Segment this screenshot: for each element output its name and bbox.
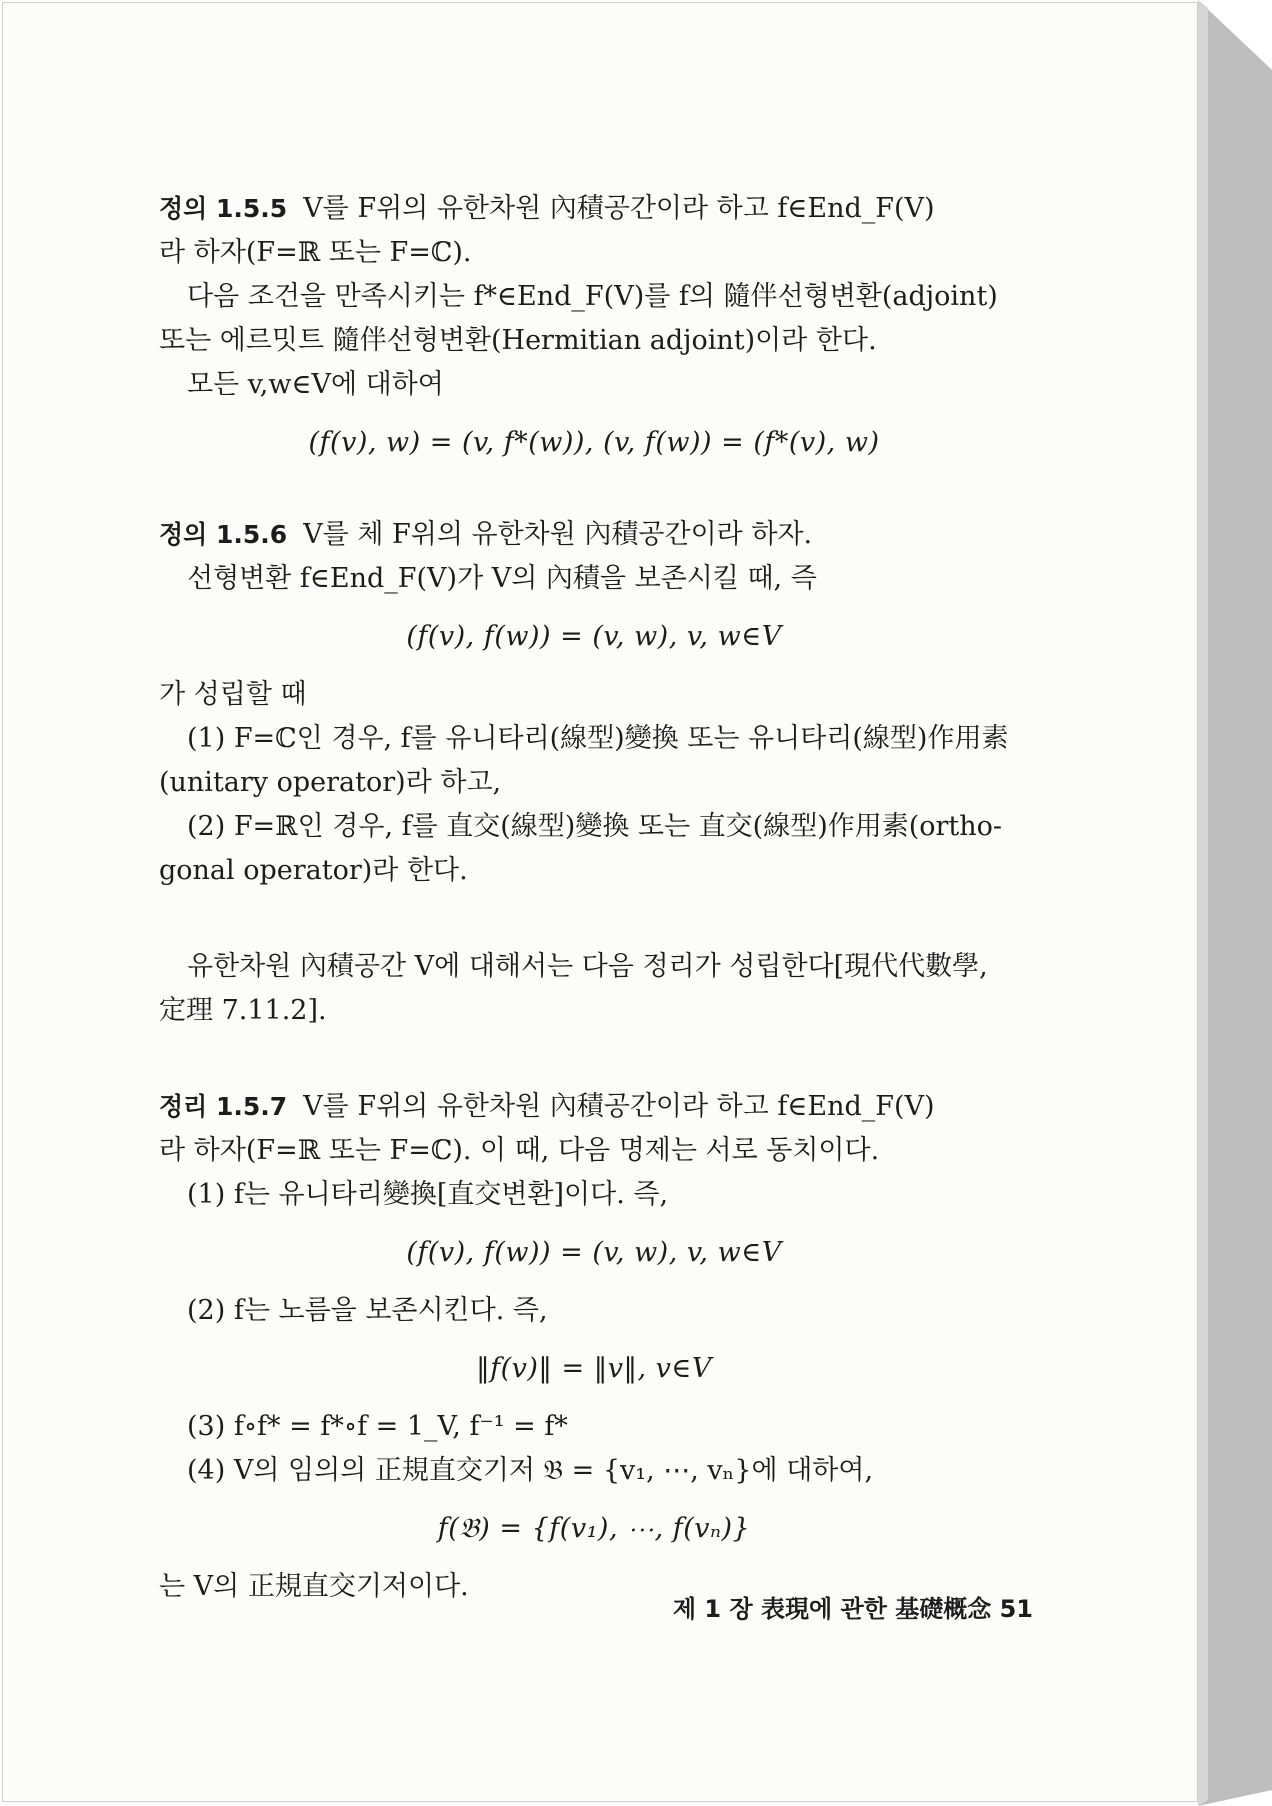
thm157-item3: (3) f∘f* = f*∘f = 1_V, f⁻¹ = f* — [187, 1411, 568, 1442]
def156-item1b: (unitary operator)라 하고, — [159, 767, 502, 798]
thm157-equation1: (f(v), f(w)) = (v, w), v, w∈V — [406, 1237, 782, 1268]
page-content — [159, 187, 1029, 1609]
thm157-item2: (2) f는 노름을 보존시킨다. 즉, — [187, 1295, 548, 1326]
def156-line3: 가 성립할 때 — [159, 679, 307, 710]
def155-line3: 다음 조건을 만족시키는 f*∈End_F(V)를 f의 隨伴선형변환(adjoint) — [187, 281, 998, 312]
def156-item2b: gonal operator)라 한다. — [159, 855, 468, 886]
def156-equation: (f(v), f(w)) = (v, w), v, w∈V — [406, 621, 782, 652]
book-page — [2, 2, 1198, 1802]
thm157-item1: (1) f는 유니타리變換[直交변환]이다. 즉, — [187, 1179, 669, 1210]
def156-item2a: (2) F=ℝ인 경우, f를 直交(線型)變換 또는 直交(線型)作用素(ortho- — [187, 811, 1003, 842]
definition-1-5-5-heading: 정의 1.5.5 — [159, 194, 288, 223]
def156-item1a: (1) F=ℂ인 경우, f를 유니타리(線型)變換 또는 유니타리(線型)作用素 — [187, 723, 1009, 754]
thm157-equation3: f(𝔅) = {f(v₁), ⋯, f(vₙ)} — [437, 1513, 751, 1544]
def155-line5: 모든 v,w∈V에 대하여 — [187, 369, 444, 400]
def155-equation: (f(v), w) = (v, f*(w)), (v, f(w)) = (f*(v), w) — [308, 427, 880, 458]
book-edge — [1198, 0, 1272, 1806]
remark-line2: 定理 7.11.2]. — [159, 995, 327, 1026]
page-footer: 제 1 장 表現에 관한 基礎概念 51 — [672, 1595, 1033, 1623]
thm157-line2: 라 하자(F=ℝ 또는 F=ℂ). 이 때, 다음 명제는 서로 동치이다. — [159, 1135, 880, 1166]
def156-line1: V를 체 F위의 유한차원 內積공간이라 하자. — [303, 519, 813, 550]
thm157-item4: (4) V의 임의의 正規直交기저 𝔅 = {v₁, ⋯, vₙ}에 대하여, — [187, 1455, 874, 1486]
theorem-1-5-7-heading: 정리 1.5.7 — [159, 1092, 288, 1121]
def155-line4: 또는 에르밋트 隨伴선형변환(Hermitian adjoint)이라 한다. — [159, 325, 877, 356]
thm157-equation2: ‖f(v)‖ = ‖v‖, v∈V — [476, 1353, 712, 1384]
thm157-last: 는 V의 正規直交기저이다. — [159, 1571, 469, 1602]
thm157-line1: V를 F위의 유한차원 內積공간이라 하고 f∈End_F(V) — [303, 1091, 935, 1122]
def155-line1: V를 F위의 유한차원 內積공간이라 하고 f∈End_F(V) — [303, 193, 935, 224]
definition-1-5-6-heading: 정의 1.5.6 — [159, 520, 288, 549]
remark-line1: 유한차원 內積공간 V에 대해서는 다음 정리가 성립한다[現代代數學, — [187, 951, 988, 982]
def155-line2: 라 하자(F=ℝ 또는 F=ℂ). — [159, 237, 472, 268]
def156-line2: 선형변환 f∈End_F(V)가 V의 內積을 보존시킬 때, 즉 — [187, 563, 817, 594]
